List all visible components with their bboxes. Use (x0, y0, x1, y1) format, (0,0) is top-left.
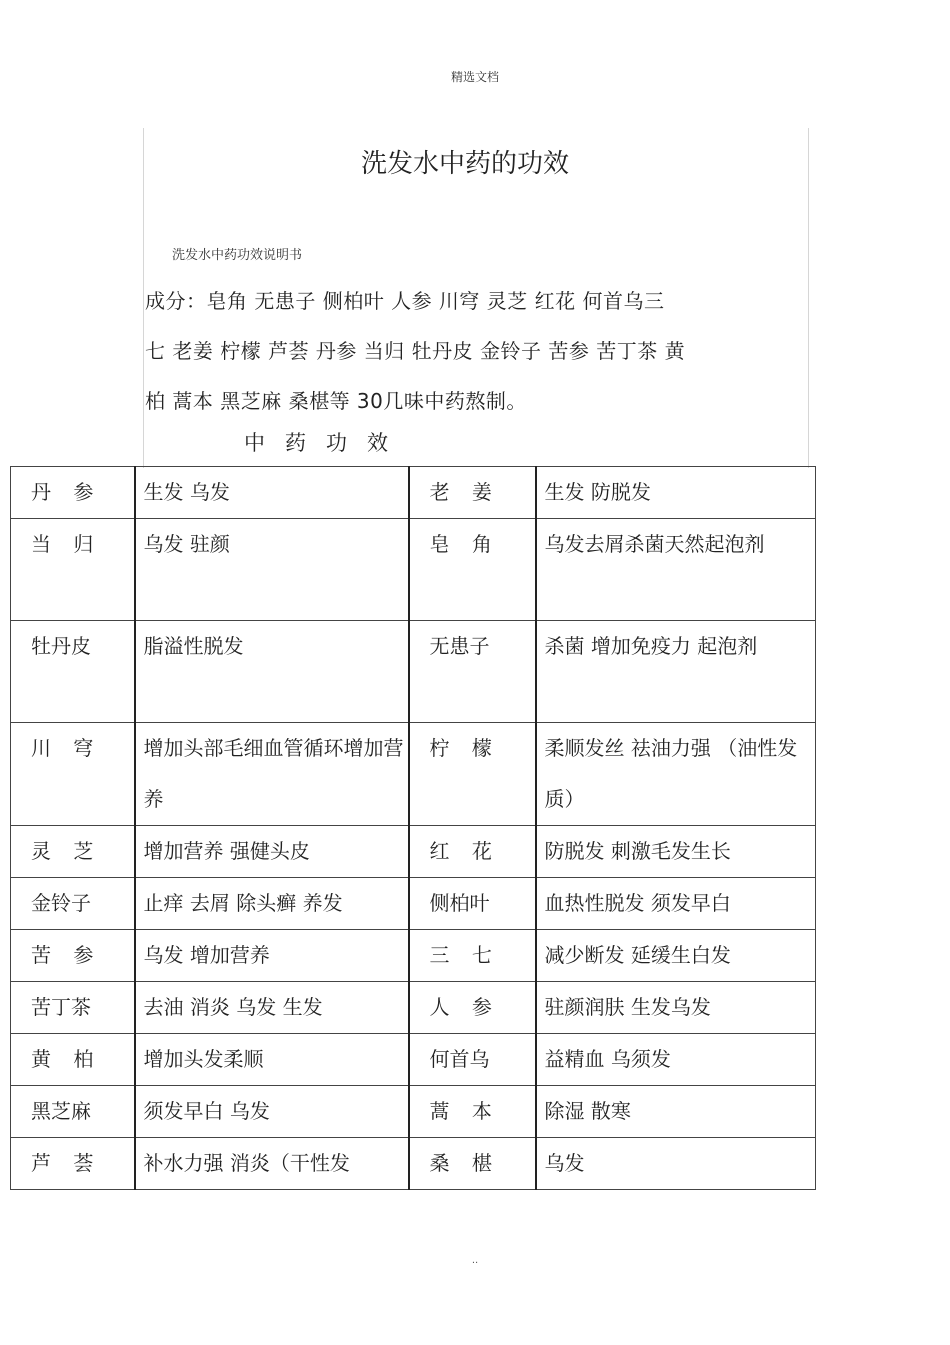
herb-effect-cell: 防脱发 刺激毛发生长 (536, 826, 816, 878)
herb-name-cell: 皂 角 (409, 519, 536, 621)
herb-name-cell: 三 七 (409, 930, 536, 982)
herb-effect-cell: 益精血 乌须发 (536, 1034, 816, 1086)
table-row (11, 621, 816, 723)
herb-effect-cell: 柔顺发丝 祛油力强 （油性发质） (536, 723, 816, 826)
page-footer: .. (471, 1255, 479, 1266)
herb-name-cell: 桑 椹 (409, 1138, 536, 1190)
table-row (11, 723, 816, 826)
herb-effect-cell: 止痒 去屑 除头癣 养发 (135, 878, 409, 930)
herb-effect-cell: 增加营养 强健头皮 (135, 826, 409, 878)
herb-effect-cell: 乌发 (536, 1138, 816, 1190)
herb-effect-cell: 除湿 散寒 (536, 1086, 816, 1138)
herb-name-cell: 无患子 (409, 621, 536, 723)
ingredients-line: 柏 蒿本 黑芝麻 桑椹等 30几味中药熬制。 (145, 389, 527, 413)
herb-name-cell: 当 归 (11, 519, 135, 621)
herb-efficacy-table (10, 466, 816, 1190)
table-row (11, 930, 816, 982)
ingredients-line: 七 老姜 柠檬 芦荟 丹参 当归 牡丹皮 金铃子 苦参 苦丁茶 黄 (145, 339, 686, 363)
herb-name-cell: 人 参 (409, 982, 536, 1034)
document-subtitle: 洗发水中药功效说明书 (172, 248, 303, 263)
herb-effect-cell: 须发早白 乌发 (135, 1086, 409, 1138)
herb-name-cell: 侧柏叶 (409, 878, 536, 930)
table-row (11, 878, 816, 930)
herb-name-cell: 灵 芝 (11, 826, 135, 878)
herb-effect-cell: 血热性脱发 须发早白 (536, 878, 816, 930)
herb-name-cell: 黑芝麻 (11, 1086, 135, 1138)
herb-effect-cell: 乌发 增加营养 (135, 930, 409, 982)
herb-effect-cell: 脂溢性脱发 (135, 621, 409, 723)
herb-effect-cell: 驻颜润肤 生发乌发 (536, 982, 816, 1034)
herb-effect-cell: 去油 消炎 乌发 生发 (135, 982, 409, 1034)
herb-effect-cell: 乌发去屑杀菌天然起泡剂 (536, 519, 816, 621)
herb-effect-cell: 杀菌 增加免疫力 起泡剂 (536, 621, 816, 723)
table-row (11, 467, 816, 519)
herb-name-cell: 牡丹皮 (11, 621, 135, 723)
herb-effect-cell: 生发 防脱发 (536, 467, 816, 519)
table-row (11, 982, 816, 1034)
herb-name-cell: 老 姜 (409, 467, 536, 519)
herb-name-cell: 金铃子 (11, 878, 135, 930)
ingredients-line: 成分：皂角 无患子 侧柏叶 人参 川穹 灵芝 红花 何首乌三 (145, 289, 665, 313)
herb-name-cell: 何首乌 (409, 1034, 536, 1086)
table-row (11, 826, 816, 878)
herb-name-cell: 苦 参 (11, 930, 135, 982)
page-header: 精选文档 (450, 70, 499, 84)
herb-name-cell: 苦丁茶 (11, 982, 135, 1034)
herb-name-cell: 丹 参 (11, 467, 135, 519)
herb-effect-cell: 增加头部毛细血管循环增加营养 (135, 723, 409, 826)
section-heading: 中药功效 (244, 431, 408, 455)
table-row (11, 1138, 816, 1190)
ingredients-paragraph (145, 276, 805, 426)
herb-name-cell: 芦 荟 (11, 1138, 135, 1190)
table-row (11, 1086, 816, 1138)
herb-effect-cell: 补水力强 消炎（干性发 (135, 1138, 409, 1190)
herb-effect-cell: 生发 乌发 (135, 467, 409, 519)
herb-name-cell: 蒿 本 (409, 1086, 536, 1138)
herb-effect-cell: 减少断发 延缓生白发 (536, 930, 816, 982)
herb-effect-cell: 增加头发柔顺 (135, 1034, 409, 1086)
table-row (11, 1034, 816, 1086)
herb-effect-cell: 乌发 驻颜 (135, 519, 409, 621)
herb-name-cell: 黄 柏 (11, 1034, 135, 1086)
herb-name-cell: 柠 檬 (409, 723, 536, 826)
herb-name-cell: 川 穹 (11, 723, 135, 826)
document-title: 洗发水中药的功效 (360, 149, 569, 179)
herb-name-cell: 红 花 (409, 826, 536, 878)
table-row (11, 519, 816, 621)
